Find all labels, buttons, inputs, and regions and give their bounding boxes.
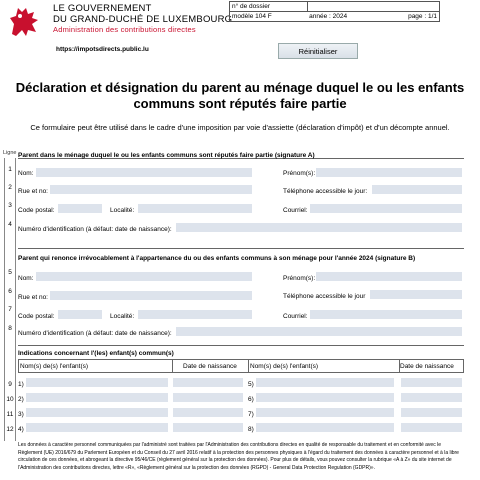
child-row-label: 2) — [18, 396, 24, 403]
org-line-1: LE GOUVERNEMENT — [53, 3, 152, 14]
rue-label-a: Rue et no: — [18, 188, 48, 195]
nom-field-b[interactable] — [36, 272, 252, 281]
reset-button[interactable]: Réinitialiser — [278, 43, 358, 59]
children-rule — [18, 345, 464, 346]
col-date-right: Date de naissance — [400, 363, 454, 370]
matricule-field-a[interactable] — [176, 223, 462, 232]
child-row-label: 1) — [18, 381, 24, 388]
matricule-label-a: Numéro d'identification (à défaut: date de naissance): — [18, 226, 172, 233]
child-date-field[interactable] — [173, 393, 243, 402]
child-row-label: 7) — [248, 411, 254, 418]
prenom-label-a: Prénom(s): — [283, 170, 316, 177]
tel-label-a: Téléphone accessible le jour: — [283, 188, 368, 195]
title-line-1: Déclaration et désignation du parent au ménage duquel le ou les enfants — [15, 80, 465, 95]
line-number: 3 — [8, 202, 12, 209]
model-label: modèle 104 F — [230, 12, 308, 22]
localite-label-b: Localité: — [110, 313, 135, 320]
matricule-label-b: Numéro d'identification (à défaut: date de naissance): — [18, 330, 172, 337]
line-number: 2 — [8, 184, 12, 191]
page-label: page : 1/1 — [381, 12, 440, 22]
code-postal-field-b[interactable] — [58, 310, 102, 319]
courriel-label-a: Courriel: — [283, 207, 308, 214]
line-number: 9 — [8, 381, 12, 388]
child-date-field[interactable] — [173, 423, 243, 432]
code-postal-field-a[interactable] — [58, 204, 102, 213]
child-date-field[interactable] — [173, 408, 243, 417]
line-number: 4 — [8, 221, 12, 228]
child-row-label: 6) — [248, 396, 254, 403]
child-name-field[interactable] — [256, 408, 394, 417]
gdpr-notice: Les données à caractère personnel communiquées par l'administré sont traitées par l'Administration des contributions directes en qualité de responsable du traitement et en conformité avec le Règlement (UE) 2016/679 du Parlement Européen et du Conseil du 27 avril 2016 relatif à la protection des personnes physiques à l'égard du traitement des données à caractère personnel et à la libre circulation de ces données, et abrogeant la directive 95/46/CE (règlement général sur la protection des données). Pour plus de détails, vous pouvez consulter la rubrique «A à Z» du site internet de l'Administration des contributions directes, lettre «R», «Règlement général sur la protection des données (RGPD) - General Data Protection Regulation (GDPR)». — [18, 442, 459, 471]
line-number: 11 — [6, 411, 14, 418]
line-number: 8 — [8, 325, 12, 332]
title-line-2: communs sont réputés faire partie — [133, 96, 347, 111]
tel-field-b[interactable] — [370, 290, 462, 299]
courriel-field-b[interactable] — [310, 310, 462, 319]
line-number: 7 — [8, 306, 12, 313]
dossier-field[interactable] — [307, 2, 439, 12]
child-name-field[interactable] — [256, 423, 394, 432]
code-postal-label-b: Code postal: — [18, 313, 55, 320]
col-name-left: Nom(s) de(s) l'enfant(s) — [20, 363, 89, 370]
child-name-field[interactable] — [26, 393, 168, 402]
child-name-field[interactable] — [256, 378, 394, 387]
dossier-box — [229, 1, 440, 22]
line-number: 5 — [8, 269, 12, 276]
rue-field-a[interactable] — [50, 185, 252, 194]
org-line-2: DU GRAND-DUCHÉ DE LUXEMBOURG — [53, 13, 233, 25]
matricule-field-b[interactable] — [176, 327, 462, 336]
col-date-left: Date de naissance — [183, 363, 237, 370]
website-url[interactable]: https://impotsdirects.public.lu — [56, 46, 149, 53]
child-row-label: 4) — [18, 426, 24, 433]
section-a-heading: Parent dans le ménage duquel le ou les enfants communs sont réputés faire partie (signature A) — [18, 152, 315, 159]
prenom-field-b[interactable] — [316, 272, 462, 281]
child-date-field[interactable] — [401, 393, 462, 402]
child-date-field[interactable] — [173, 378, 243, 387]
child-name-field[interactable] — [256, 393, 394, 402]
red-lion-icon — [4, 2, 44, 42]
page-title — [10, 80, 470, 112]
child-name-field[interactable] — [26, 378, 168, 387]
year-label: année : 2024 — [307, 12, 381, 22]
intro-text: Ce formulaire peut être utilisé dans le cadre d'une imposition par voie d'assiette (déclaration d'impôt) et d'un décompte annuel. — [30, 123, 450, 132]
prenom-field-a[interactable] — [316, 168, 462, 177]
section-b-heading: Parent qui renonce irrévocablement à l'appartenance du ou des enfants communs à son ménage pour l'année 2024 (signature B) — [18, 255, 416, 262]
nom-label-a: Nom: — [18, 170, 34, 177]
child-row-label: 3) — [18, 411, 24, 418]
nom-field-a[interactable] — [36, 168, 252, 177]
child-name-field[interactable] — [26, 408, 168, 417]
dossier-label: n° de dossier — [230, 2, 308, 12]
ligne-label: Ligne — [3, 150, 17, 156]
nom-label-b: Nom: — [18, 275, 34, 282]
child-date-field[interactable] — [401, 378, 462, 387]
localite-field-a[interactable] — [138, 204, 252, 213]
localite-field-b[interactable] — [138, 310, 252, 319]
section-b-rule — [18, 248, 464, 249]
code-postal-label-a: Code postal: — [18, 207, 55, 214]
child-date-field[interactable] — [401, 408, 462, 417]
courriel-field-a[interactable] — [310, 204, 462, 213]
child-row-label: 8) — [248, 426, 254, 433]
child-date-field[interactable] — [401, 423, 462, 432]
tel-label-b: Téléphone accessible le jour — [283, 293, 366, 300]
line-number: 1 — [8, 166, 12, 173]
org-line-3: Administration des contributions directes — [53, 25, 196, 34]
courriel-label-b: Courriel: — [283, 313, 308, 320]
line-number: 12 — [6, 426, 14, 433]
tel-field-a[interactable] — [372, 185, 462, 194]
col-name-right: Nom(s) de(s) l'enfant(s) — [250, 363, 319, 370]
line-number: 6 — [8, 288, 12, 295]
children-heading: Indications concernant l'(les) enfant(s) commun(s) — [18, 350, 174, 357]
rue-label-b: Rue et no: — [18, 294, 48, 301]
organization-name — [53, 4, 232, 36]
child-row-label: 5) — [248, 381, 254, 388]
child-name-field[interactable] — [26, 423, 168, 432]
prenom-label-b: Prénom(s): — [283, 275, 316, 282]
line-number: 10 — [6, 396, 14, 403]
rue-field-b[interactable] — [50, 291, 252, 300]
localite-label-a: Localité: — [110, 207, 135, 214]
